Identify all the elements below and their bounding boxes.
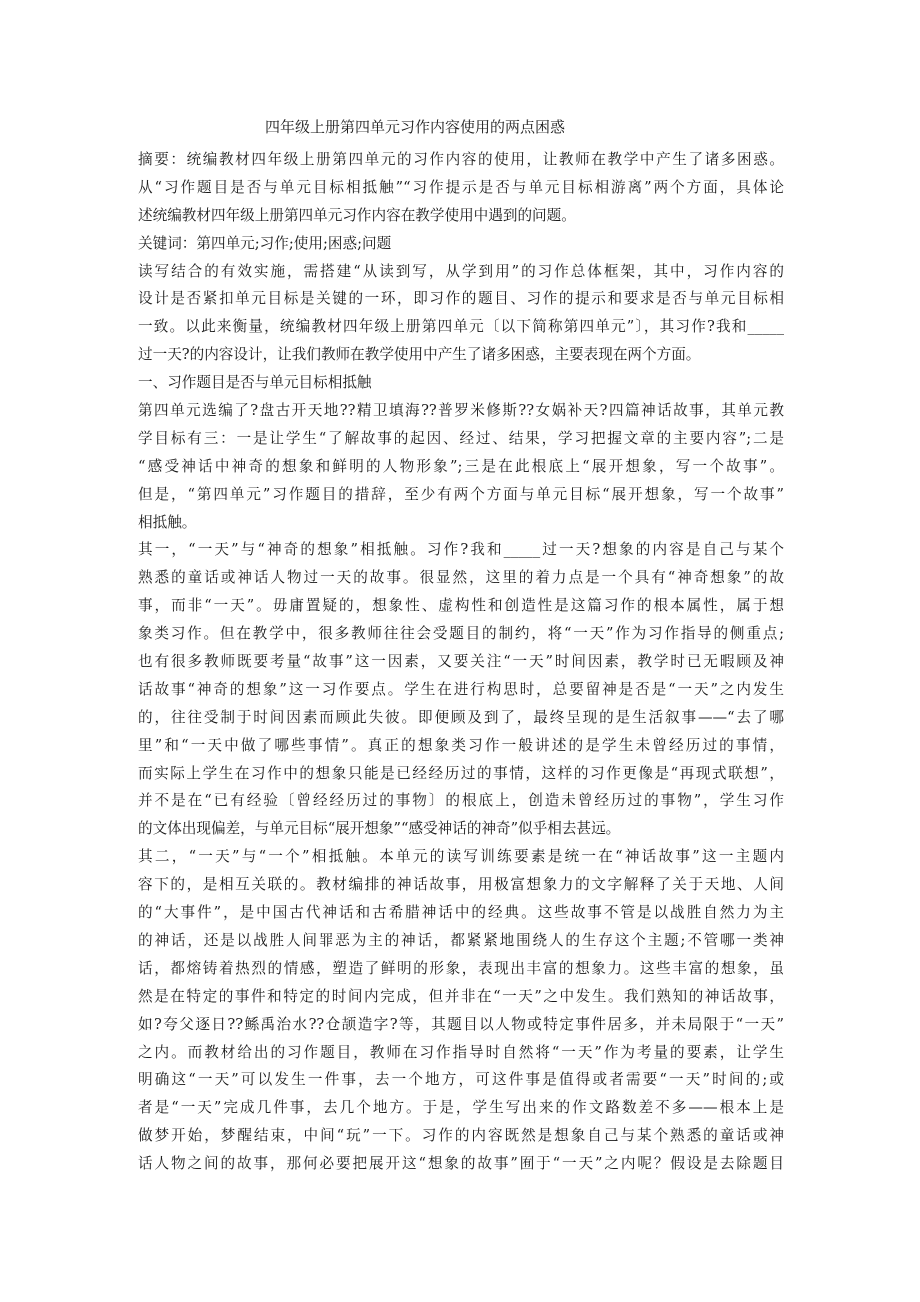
text-line: 之内。而教材给出的习作题目，教师在习作指导时自然将“一天”作为考量的要素，让学生 — [138, 1043, 784, 1061]
text-line: 的神话，还是以战胜人间罪恶为主的神话，都紧紧地围绕人的生存这个主题;不管哪一类神 — [138, 931, 784, 949]
text-line: 其二，“一天”与“一个”相抵触。本单元的读写训练要素是统一在“神话故事”这一主题内 — [138, 848, 784, 866]
text-line: 里”和“一天中做了哪些事情”。真正的想象类习作一般讲述的是学生未曾经历过的事情， — [138, 736, 784, 754]
text-line: 学目标有三：一是让学生“了解故事的起因、经过、结果，学习把握文章的主要内容”;二是 — [138, 429, 784, 447]
text-line: 然是在特定的事件和特定的时间内完成，但并非在“一天”之中发生。我们熟知的神话故事， — [138, 987, 784, 1005]
text-line: 话人物之间的故事，那何必要把展开这“想象的故事”囿于“一天”之内呢？假设是去除题目 — [138, 1155, 784, 1173]
abstract — [138, 148, 784, 232]
text-line: 做梦开始，梦醒结束，中间“玩”一下。习作的内容既然是想象自己与某个熟悉的童话或神 — [138, 1127, 784, 1145]
point-1-paragraph — [138, 538, 784, 845]
text-line: 者是“一天”完成几件事，去几个地方。于是，学生写出来的作文路数差不多——根本上是 — [138, 1099, 784, 1117]
text-line: 一、习作题目是否与单元目标相抵触 — [138, 374, 372, 392]
section-heading-1 — [138, 371, 784, 399]
text-line: 摘要：统编教材四年级上册第四单元的习作内容的使用，让教师在教学中产生了诸多困惑。 — [138, 151, 784, 168]
text-line: 关键词：第四单元;习作;使用;困惑;问题 — [138, 234, 392, 252]
text-line: 第四单元选编了?盘古开天地??精卫填海??普罗米修斯??女娲补天?四篇神话故事，其单元教 — [138, 402, 784, 420]
document-title: 四年级上册第四单元习作内容使用的两点困惑 — [265, 118, 566, 136]
point-2-paragraph — [138, 845, 784, 1180]
text-line: 的，往往受制于时间因素而顾此失彼。即便顾及到了，最终呈现的是生活叙事——“去了哪 — [138, 708, 784, 726]
text-line: 其一，“一天”与“神奇的想象”相抵触。习作?我和_____过一天?想象的内容是自己与某个 — [138, 541, 784, 559]
text-line: 述统编教材四年级上册第四单元习作内容在教学使用中遇到的问题。 — [138, 206, 576, 224]
text-line: 从“习作题目是否与单元目标相抵触”“习作提示是否与单元目标相游离”两个方面，具体论 — [138, 178, 784, 196]
text-line: 过一天?的内容设计，让我们教师在教学使用中产生了诸多困惑，主要表现在两个方面。 — [138, 346, 701, 364]
text-line: “感受神话中神奇的想象和鲜明的人物形象”;三是在此根底上“展开想象，写一个故事”。 — [138, 457, 784, 475]
text-line: 设计是否紧扣单元目标是关键的一环，即习作的题目、习作的提示和要求是否与单元目标相 — [138, 290, 784, 308]
text-line: 如?夸父逐日??鲧禹治水??仓颉造字?等，其题目以人物或特定事件居多，并未局限于“一天” — [138, 1015, 784, 1033]
document-body — [138, 148, 784, 1180]
text-line: 的文体出现偏差，与单元目标“展开想象”“感受神话的神奇”似乎相去甚远。 — [138, 820, 621, 838]
text-line: 象类习作。但在教学中，很多教师往往会受题目的制约，将“一天”作为习作指导的侧重点; — [138, 625, 784, 643]
text-line: 一致。以此来衡量，统编教材四年级上册第四单元〔以下简称第四单元”〕，其习作?我和_____ — [138, 318, 784, 336]
text-line: 明确这“一天”可以发生一件事，去一个地方，可这件事是值得或者需要“一天”时间的;或 — [138, 1071, 784, 1089]
text-line: 而实际上学生在习作中的想象只能是已经经历过的事情，这样的习作更像是“再现式联想”， — [138, 764, 784, 782]
text-line: 熟悉的童话或神话人物过一天的故事。很显然，这里的着力点是一个具有“神奇想象”的故 — [138, 569, 784, 587]
text-line: 话故事“神奇的想象”这一习作要点。学生在进行构思时，总要留神是否是“一天”之内发生 — [138, 680, 784, 698]
text-line: 相抵触。 — [138, 513, 197, 531]
text-line: 容下的，是相互关联的。教材编排的神话故事，用极富想象力的文字解释了关于天地、人间 — [138, 876, 784, 894]
text-line: 并不是在“已有经验〔曾经经历过的事物〕的根底上，创造未曾经历过的事物”，学生习作 — [138, 792, 784, 810]
text-line: 的“大事件”，是中国古代神话和古希腊神话中的经典。这些故事不管是以战胜自然力为主 — [138, 904, 784, 922]
text-line: 但是，“第四单元”习作题目的措辞，至少有两个方面与单元目标“展开想象，写一个故事” — [138, 485, 784, 503]
keywords — [138, 232, 784, 260]
text-line: 事，而非“一天”。毋庸置疑的，想象性、虚构性和创造性是这篇习作的根本属性，属于想 — [138, 597, 784, 615]
intro-paragraph — [138, 260, 784, 372]
text-line: 也有很多教师既要考量“故事”这一因素，又要关注“一天”时间因素，教学时已无暇顾及神 — [138, 653, 784, 671]
text-line: 读写结合的有效实施，需搭建“从读到写，从学到用”的习作总体框架，其中，习作内容的 — [138, 262, 784, 280]
text-line: 话，都熔铸着热烈的情感，塑造了鲜明的形象，表现出丰富的想象力。这些丰富的想象，虽 — [138, 959, 784, 977]
section-1-paragraph — [138, 399, 784, 538]
